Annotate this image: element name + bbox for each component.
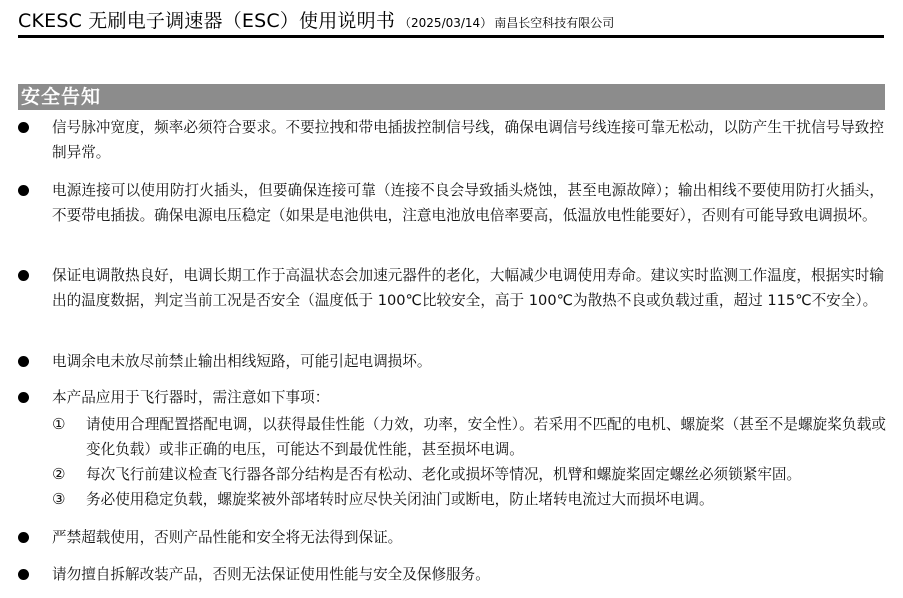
sub-item-text: 请使用合理配置搭配电调，以获得最佳性能（力效，功率，安全性）。若采用不匹配的电机、螺旋桨（甚至不是螺旋桨负载或变化负载）或非正确的电压，可能达不到最优性能，甚至损坏电调。 bbox=[86, 416, 886, 458]
sub-item-number: ② bbox=[52, 465, 66, 483]
bullet-icon bbox=[18, 569, 29, 580]
bullet-icon bbox=[18, 392, 29, 403]
bullet-icon bbox=[18, 532, 29, 543]
sub-item-number: ③ bbox=[52, 490, 66, 508]
document-title: CKESC 无刷电子调速器（ESC）使用说明书 bbox=[18, 10, 396, 32]
list-item-text: 本产品应用于飞行器时，需注意如下事项： bbox=[52, 389, 330, 406]
list-item-text: 严禁超载使用，否则产品性能和安全将无法得到保证。 bbox=[52, 529, 403, 546]
list-item-text: 信号脉冲宽度，频率必须符合要求。不要拉拽和带电插拔控制信号线，确保电调信号线连接可靠无松动，以防产生干扰信号导致控制异常。 bbox=[52, 119, 884, 161]
sub-item-number: ① bbox=[52, 415, 66, 433]
document-date: （2025/03/14） bbox=[399, 16, 493, 30]
list-item-text: 请勿擅自拆解改装产品，否则无法保证使用性能与安全及保修服务。 bbox=[52, 566, 490, 583]
bullet-icon bbox=[18, 356, 29, 367]
bullet-icon bbox=[18, 122, 29, 133]
section-header-bar bbox=[18, 84, 885, 110]
bullet-icon bbox=[18, 270, 29, 281]
list-item-text: 电调余电未放尽前禁止输出相线短路，可能引起电调损坏。 bbox=[52, 353, 432, 370]
list-item-text: 保证电调散热良好，电调长期工作于高温状态会加速元器件的老化，大幅减少电调使用寿命。建议实时监测工作温度，根据实时输出的温度数据，判定当前工况是否安全（温度低于 100℃比较安全，高于 100℃为散热不良或负载过重，超过 115℃不安全）。 bbox=[52, 267, 884, 309]
list-item-text: 电源连接可以使用防打火插头，但要确保连接可靠（连接不良会导致插头烧蚀，甚至电源故障）；输出相线不要使用防打火插头，不要带电插拔。确保电源电压稳定（如果是电池供电，注意电池放电倍率要高，低温放电性能要好），否则有可能导致电调损坏。 bbox=[52, 182, 884, 224]
section-title: 安全告知 bbox=[21, 86, 102, 108]
sub-item-text: 务必使用稳定负载，螺旋桨被外部堵转时应尽快关闭油门或断电，防止堵转电流过大而损坏电调。 bbox=[86, 491, 714, 508]
sub-item-text: 每次飞行前建议检查飞行器各部分结构是否有松动、老化或损坏等情况，机臂和螺旋桨固定螺丝必须锁紧牢固。 bbox=[86, 466, 802, 483]
bullet-icon bbox=[18, 185, 29, 196]
company-name: 南昌长空科技有限公司 bbox=[494, 16, 615, 30]
document-header bbox=[18, 8, 884, 38]
